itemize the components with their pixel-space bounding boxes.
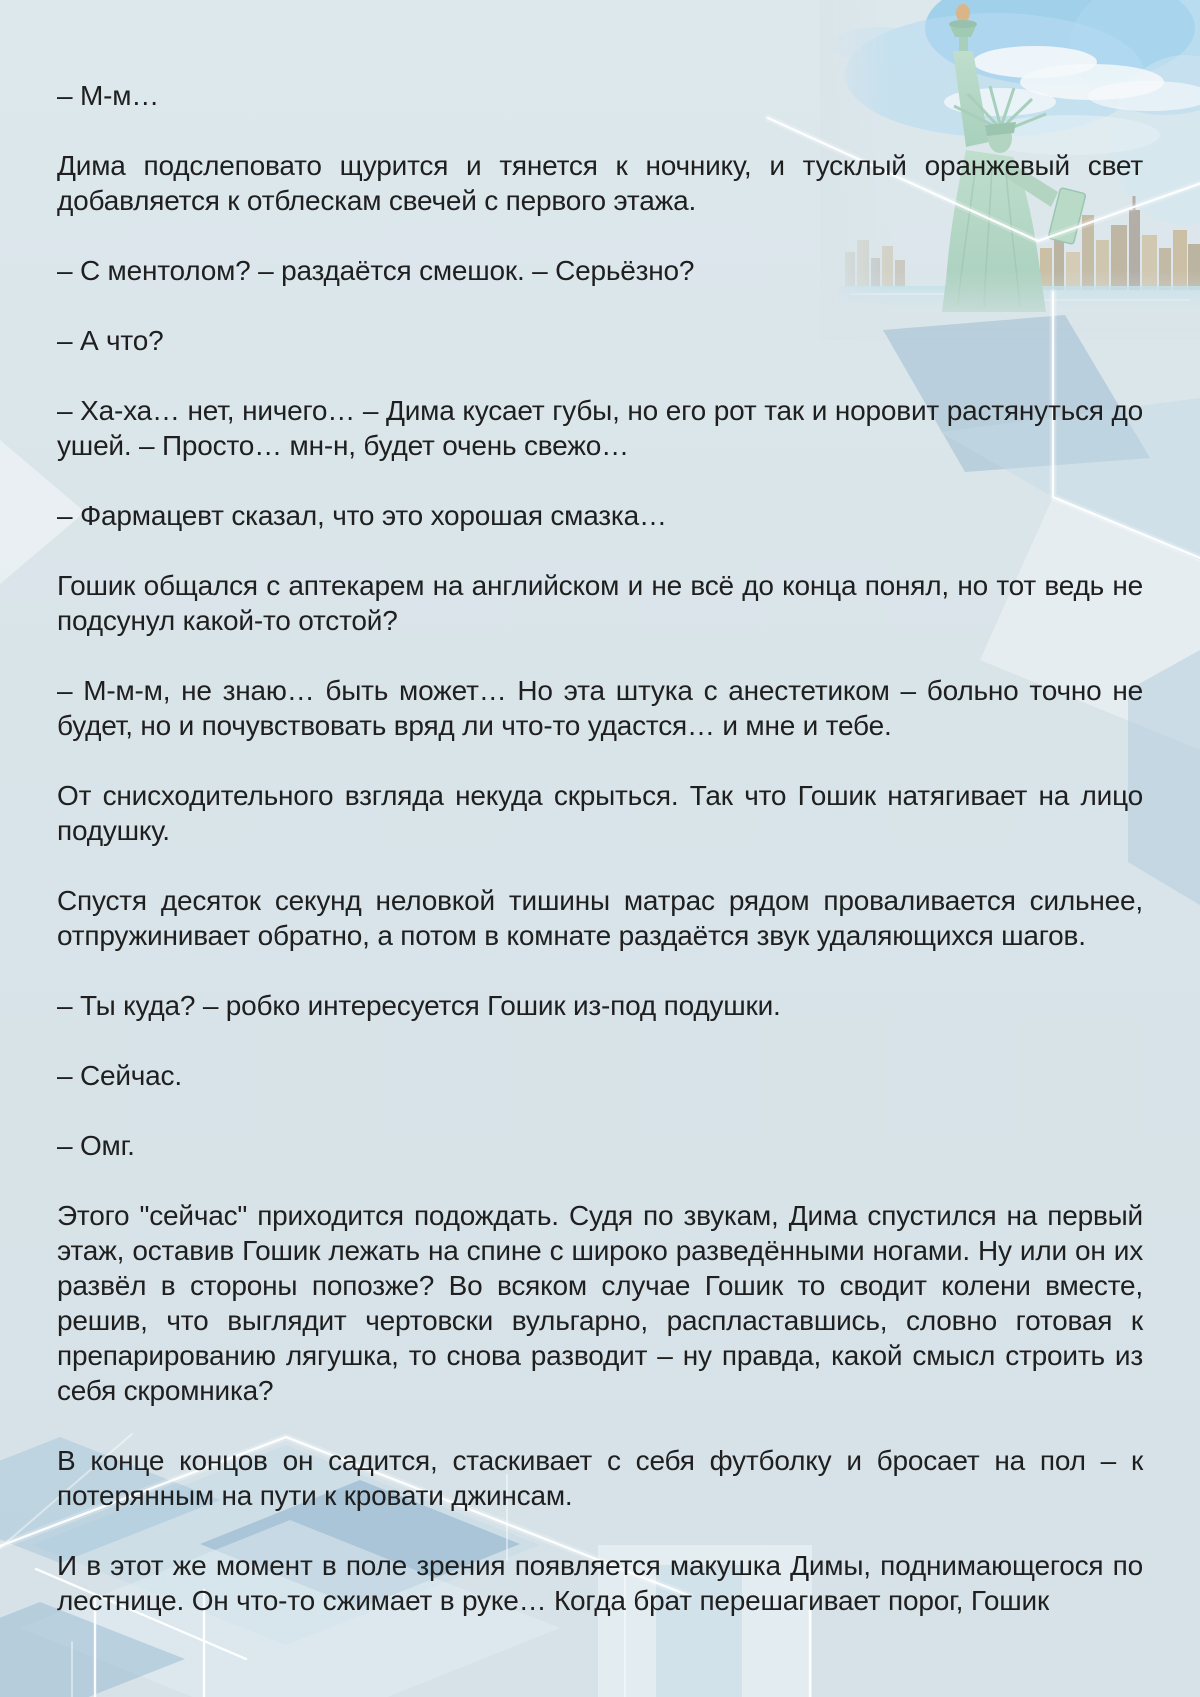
story-paragraph: – С ментолом? – раздаётся смешок. – Серьёзно? — [57, 255, 695, 286]
story-paragraph: – М-м… — [57, 80, 160, 111]
story-paragraph: – Фармацевт сказал, что это хорошая смазка… — [57, 500, 667, 531]
story-paragraph: Гошик общался с аптекарем на английском и не всё до конца понял, но тот ведь не подсунул какой-то отстой? — [57, 570, 1143, 636]
story-paragraph: – Ха-ха… нет, ничего… – Дима кусает губы, но его рот так и норовит растянуться до ушей. – Просто… мн-н, будет очень свежо… — [57, 395, 1143, 461]
story-paragraph: – Сейчас. — [57, 1060, 182, 1091]
story-paragraph: – Омг. — [57, 1130, 135, 1161]
story-paragraph: – Ты куда? – робко интересуется Гошик из-под подушки. — [57, 990, 781, 1021]
story-paragraph: Спустя десяток секунд неловкой тишины матрас рядом проваливается сильнее, отпружинивает обратно, а потом в комнате раздаётся звук удаляющихся шагов. — [57, 885, 1143, 951]
story-paragraph: Дима подслеповато щурится и тянется к ночнику, и тусклый оранжевый свет добавляется к отблескам свечей с первого этажа. — [57, 150, 1143, 216]
story-paragraph: – А что? — [57, 325, 164, 356]
story-paragraph: От снисходительного взгляда некуда скрыться. Так что Гошик натягивает на лицо подушку. — [57, 780, 1143, 846]
story-paragraph: Этого "сейчас" приходится подождать. Судя по звукам, Дима спустился на первый этаж, оставив Гошик лежать на спине с широко разведёнными ногами. Ну или он их развёл в стороны попозже? Во всяком случае Гошик то сводит колени вместе, решив, что выглядит чертовски вульгарно, распластавшись, словно готовая к препарированию лягушка, то снова разводит – ну правда, какой смысл строить из себя скромника? — [57, 1200, 1143, 1406]
story-paragraph: В конце концов он садится, стаскивает с себя футболку и бросает на пол – к потерянным на пути к кровати джинсам. — [57, 1445, 1143, 1511]
story-paragraph: – М-м-м, не знаю… быть может… Но эта штука с анестетиком – больно точно не будет, но и почувствовать вряд ли что-то удастся… и мне и тебе. — [57, 675, 1143, 741]
story-paragraph: И в этот же момент в поле зрения появляется макушка Димы, поднимающегося по лестнице. Он что-то сжимает в руке… Когда брат перешагивает порог, Гошик — [57, 1550, 1143, 1616]
